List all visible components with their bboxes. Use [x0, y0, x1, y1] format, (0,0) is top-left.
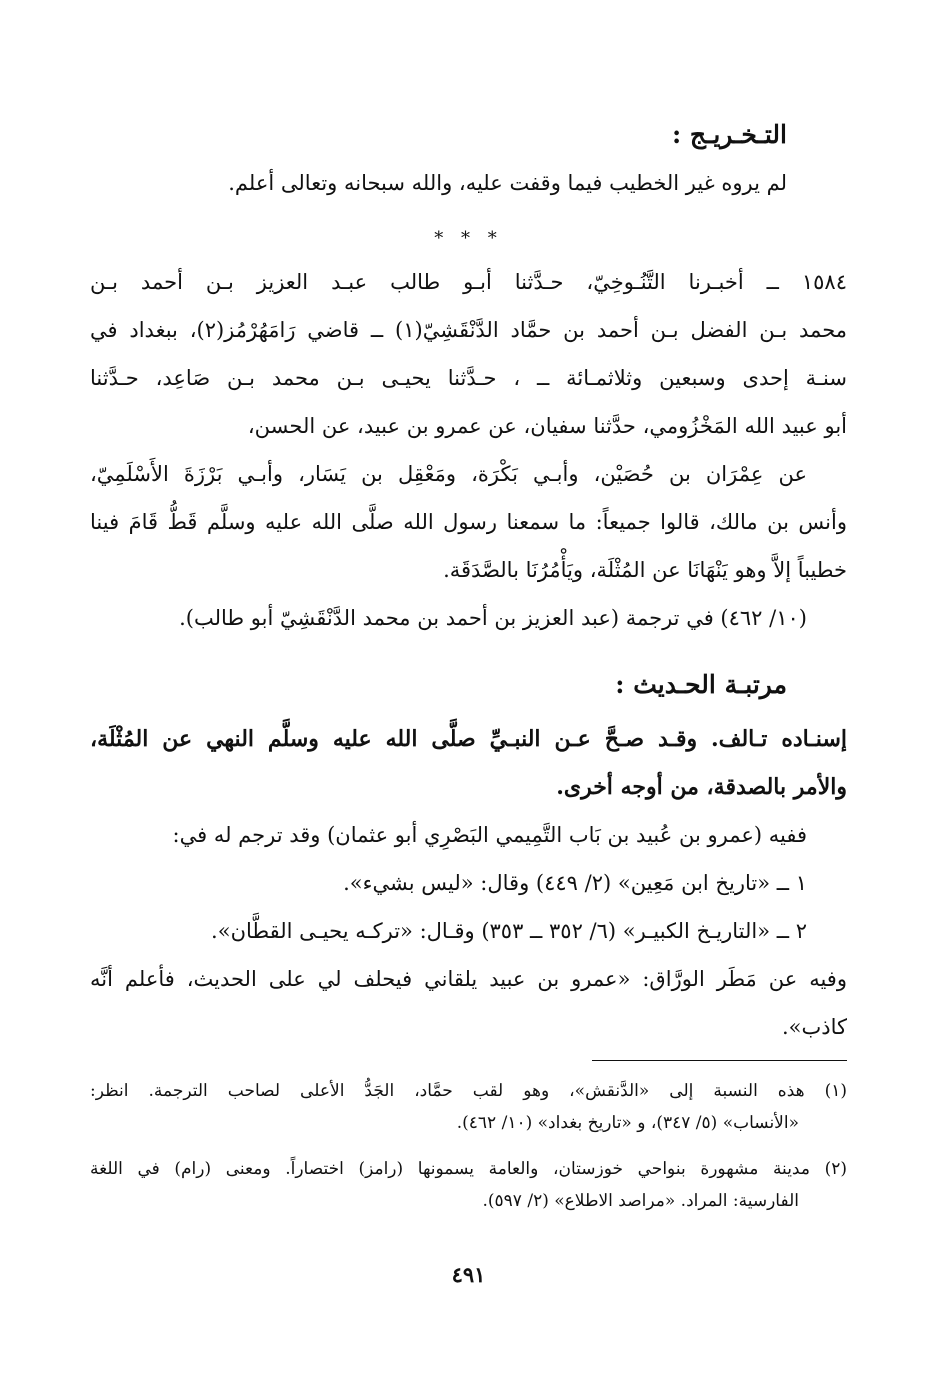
hadith-line: خطيباً إلاَّ وهو يَنْهَانَا عن المُثْلَة، ويَأْمُرُنَا بالصَّدَقَة.	[443, 558, 847, 582]
section-separator: * * *	[434, 228, 503, 249]
rutba-bold-line: والأمر بالصدقة، من أوجه أخرى.	[556, 774, 847, 800]
hadith-line: وأنس بن مالك، قالوا جميعاً: ما سمعنا رسول الله صلَّى الله عليه وسلَّم قَطُّ قَامَ فينا	[90, 510, 847, 534]
rutba-line: ففيه (عمرو بن عُبيد بن بَاب التَّمِيمي البَصْرِي أبو عثمان) وقد ترجم له في:	[172, 823, 807, 847]
hadith-line: ١٥٨٤ ــ أخبـرنا التَّنُـوخِيّ، حـدَّثنا أبـو طالب عبـد العزيز بـن أحمد بـن	[90, 270, 847, 294]
rutba-line: ١ ــ «تاريخ ابن مَعِين» (٢/ ٤٤٩) وقال: «ليس بشيء».	[343, 871, 807, 895]
page-number: ٤٩١	[451, 1262, 486, 1287]
hadith-line: أبو عبيد الله المَخْزُومي، حدَّثنا سفيان، عن عمرو بن عبيد، عن الحسن،	[247, 414, 847, 438]
rutba-section	[90, 665, 847, 1051]
takhrij-heading: التـخـريـج :	[671, 120, 787, 149]
hadith-block	[90, 258, 847, 642]
takhrij-section	[90, 115, 847, 207]
takhrij-text: لم يروه غير الخطيب فيما وقفت عليه، والله سبحانه وتعالى أعلم.	[228, 171, 787, 195]
hadith-line: محمد بـن الفضل بـن أحمد بن حمَّاد الدَّنْقَشِيّ(١) ــ قاضي رَامَهُرْمُز(٢)، ببغداد في	[90, 318, 847, 342]
footnotes	[90, 1075, 847, 1217]
rutba-bold-line: إسنـاده تـالف. وقـد صـحَّ عـن النبـيِّ صلَّى الله عليه وسلَّم النهي عن المُثْلَة،	[90, 726, 847, 752]
hadith-source: (١٠/ ٤٦٢) في ترجمة (عبد العزيز بن أحمد بن محمد الدَّنْقَشِيّ أبو طالب).	[179, 606, 807, 630]
footnote-1: (١) هذه النسبة إلى «الدَّنقش»، وهو لقب حمَّاد، الجَدُّ الأعلى لصاحب الترجمة. انظر:	[90, 1081, 847, 1101]
footnote-1-cont: «الأنساب» (٥/ ٣٤٧)، و «تاريخ بغداد» (١٠/ ٤٦٢).	[456, 1113, 799, 1133]
rutba-line: كاذب».	[781, 1015, 847, 1039]
rutba-heading: مرتبـة الحـديث :	[615, 670, 787, 699]
hadith-line: سنـة إحدى وسبعين وثلاثمـائة ــ ، حـدَّثنا يحيـى بـن محمد بـن صَاعِد، حـدَّثنا	[90, 366, 847, 390]
footnote-2-cont: الفارسية: المراد. «مراصد الاطلاع» (٢/ ٥٩٧).	[482, 1191, 799, 1211]
hadith-line: عن عِمْرَان بن حُصَيْن، وأبـي بَكْرَة، ومَعْقِل بن يَسَار، وأبـي بَرْزَةَ الأَسْلَمِيّ،	[90, 462, 807, 486]
footnote-divider	[592, 1060, 847, 1061]
footnote-2: (٢) مدينة مشهورة بنواحي خوزستان، والعامة يسمونها (رامز) اختصاراً. ومعنى (رام) في اللغة	[90, 1159, 847, 1179]
rutba-line: وفيه عن مَطَر الورَّاق: «عمرو بن عبيد يلقاني فيحلف لي على الحديث، فأعلم أنَّه	[90, 967, 847, 991]
rutba-line: ٢ ــ «التاريـخ الكبيـر» (٦/ ٣٥٢ ــ ٣٥٣) وقـال: «تركـه يحيـى القطَّان».	[211, 919, 807, 943]
